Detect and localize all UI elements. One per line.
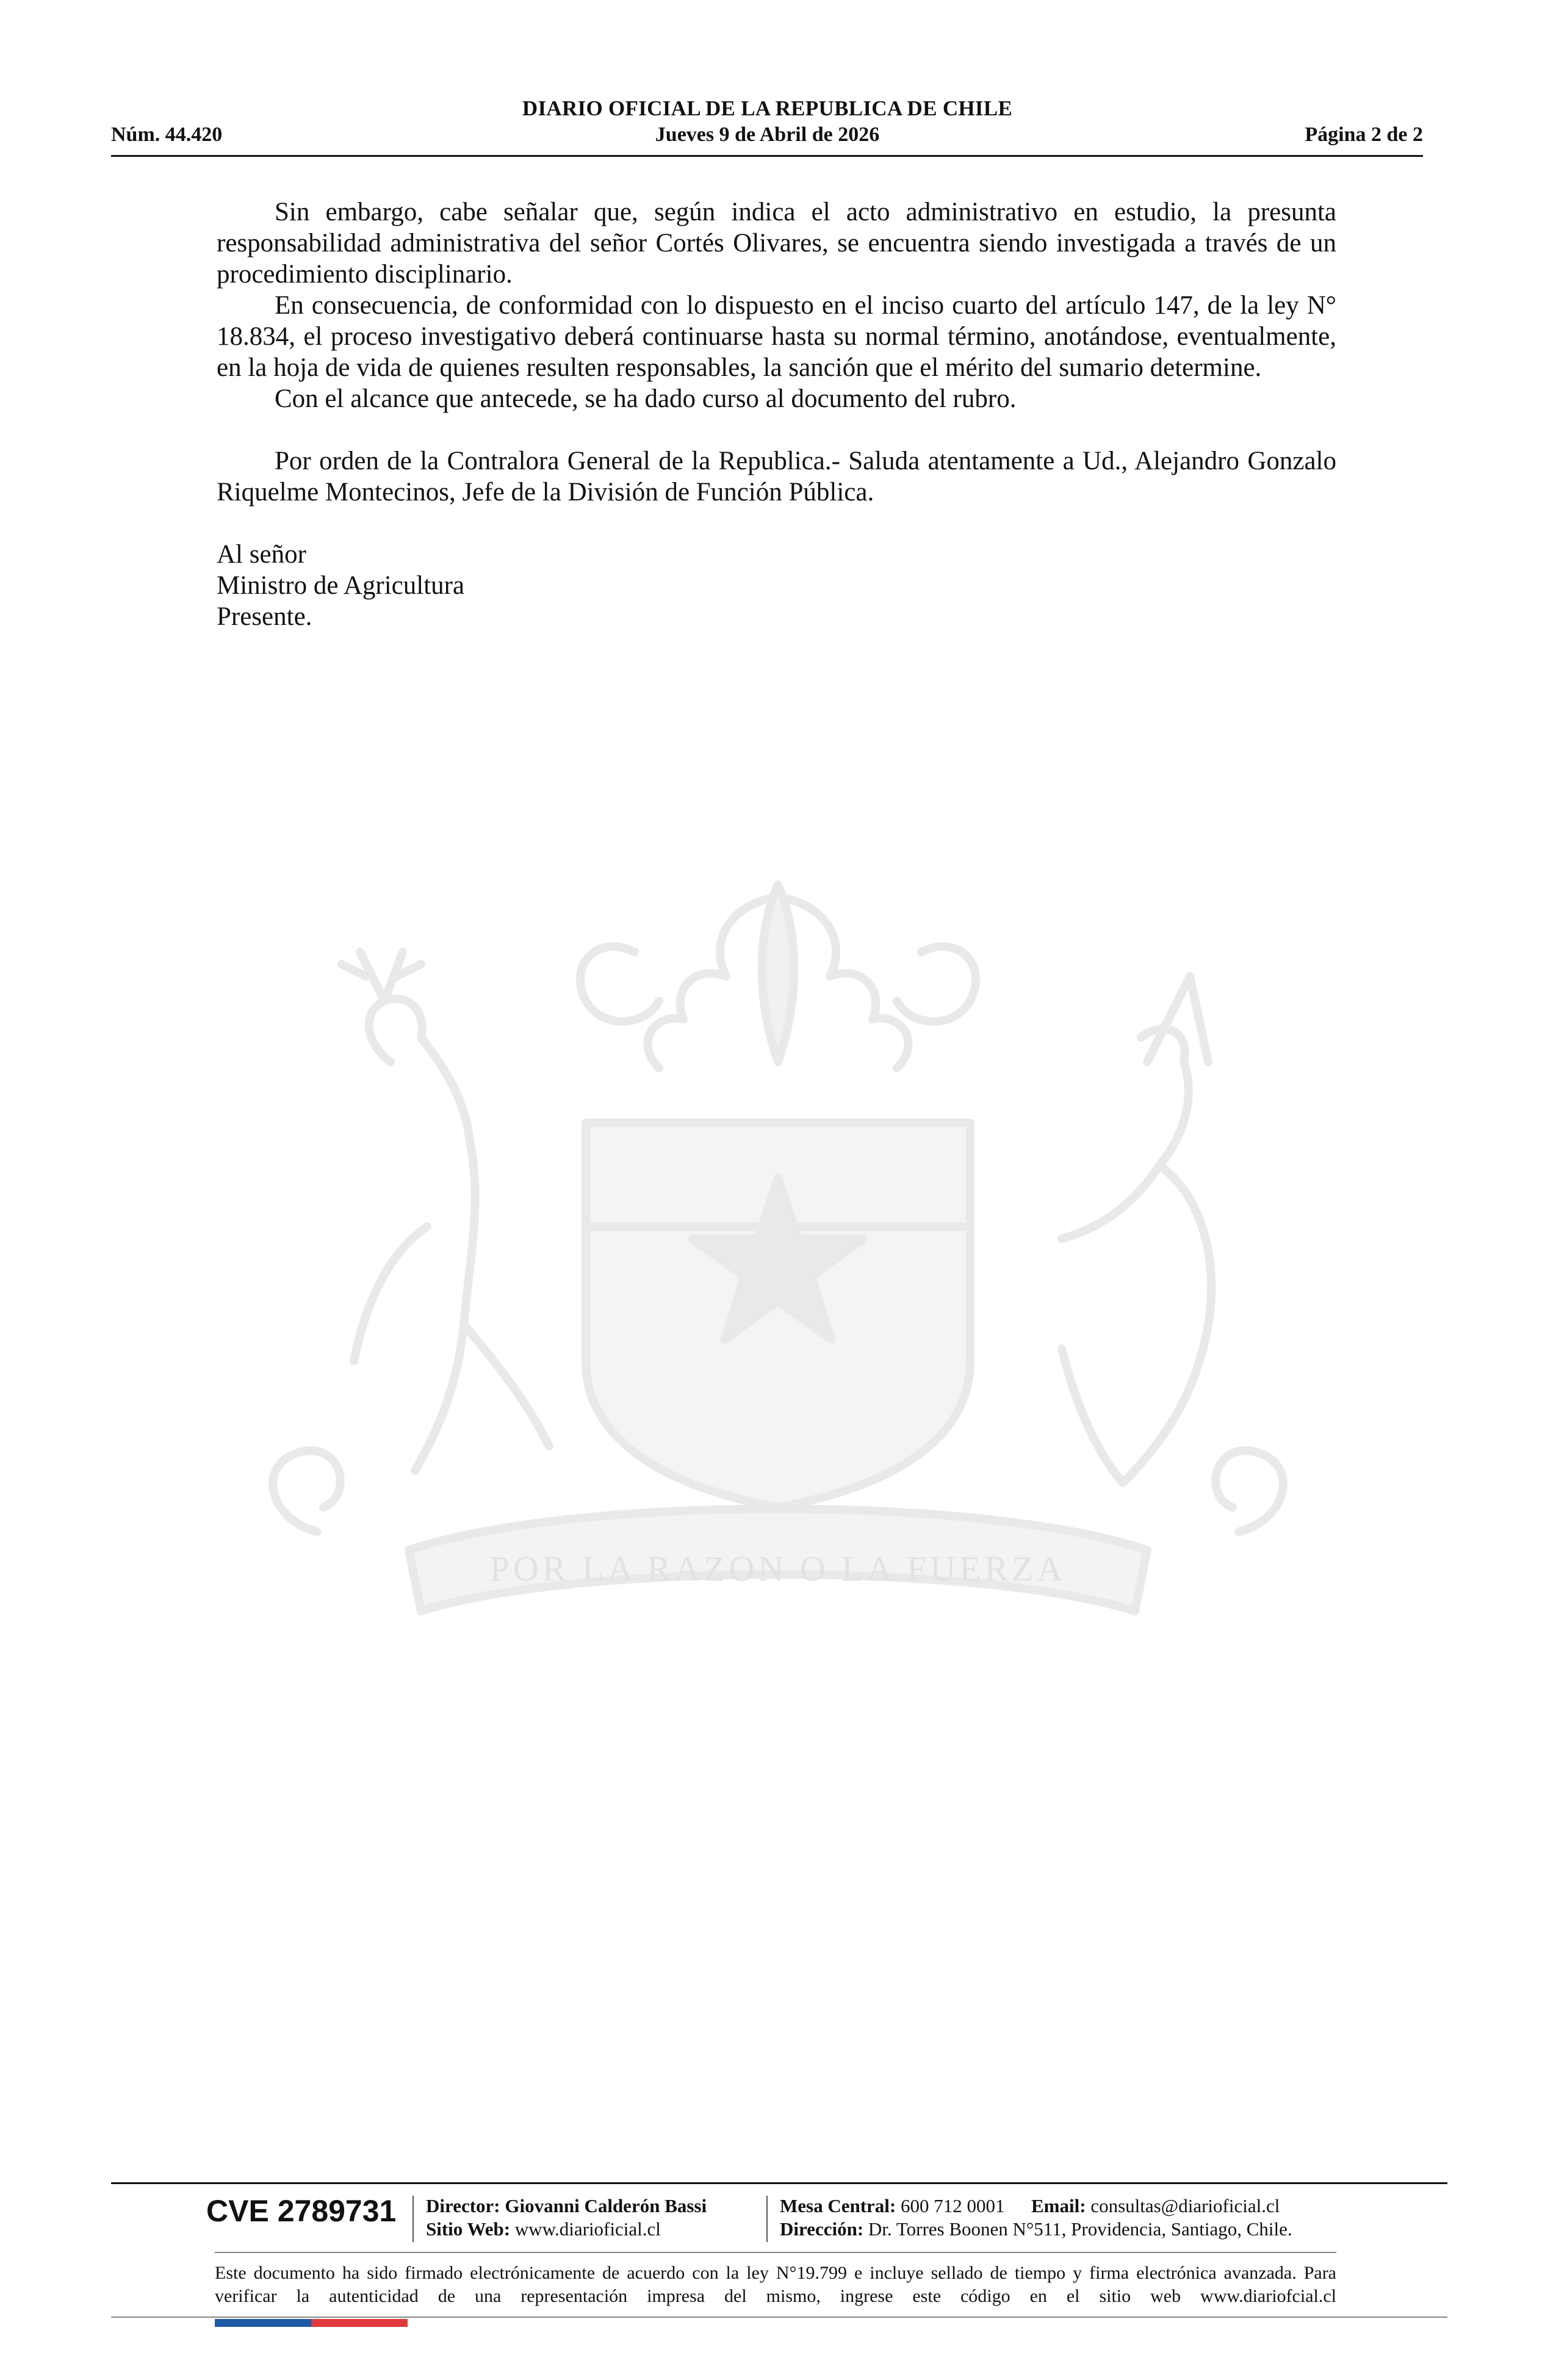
footer-divider-bottom xyxy=(111,2317,1447,2318)
cve-code: CVE 2789731 xyxy=(206,2194,397,2228)
publication-title: DIARIO OFICIAL DE LA REPUBLICA DE CHILE xyxy=(522,96,1013,120)
addressee-line-1: Al señor xyxy=(217,540,306,569)
paragraph-1: Sin embargo, cabe señalar que, según indica el acto administrativo en estudio, la presunta responsabilidad administrativa del señor Cortés Olivares, se encuentra siendo investigada a través de un procedimiento disciplinario. xyxy=(217,198,1336,289)
page-indicator: Página 2 de 2 xyxy=(1305,123,1423,146)
watermark-motto: POR LA RAZON O LA FUERZA xyxy=(489,1549,1067,1588)
footer-divider-top xyxy=(111,2182,1447,2184)
address-text: Dr. Torres Boonen N°511, Providencia, Santiago, Chile. xyxy=(868,2218,1292,2240)
website-link[interactable]: www.diarioficial.cl xyxy=(514,2218,661,2240)
footer-contact-block xyxy=(780,2194,1292,2241)
director-name: Giovanni Calderón Bassi xyxy=(505,2195,707,2216)
document-body xyxy=(217,197,1336,632)
addressee-line-2: Ministro de Agricultura xyxy=(217,571,465,600)
issue-number: Núm. 44.420 xyxy=(111,123,223,146)
address-label: Dirección: xyxy=(780,2218,864,2240)
phone-number: 600 712 0001 xyxy=(901,2195,1005,2216)
footer-divider-mid xyxy=(215,2252,1336,2253)
signature-notice: Este documento ha sido firmado electrónicamente de acuerdo con la ley N°19.799 e incluye sellado de tiempo y firma electrónica avanzada. Para verificar la autenticidad de una representación impresa del mismo, ingrese este código en el sitio web www.diariofcial.cl xyxy=(215,2263,1336,2306)
footer-separator xyxy=(412,2196,414,2242)
chile-coat-of-arms-icon xyxy=(207,860,1349,1672)
email-label: Email: xyxy=(1031,2195,1086,2216)
email-link[interactable]: consultas@diarioficial.cl xyxy=(1090,2195,1280,2216)
phone-label: Mesa Central: xyxy=(780,2195,896,2216)
website-label: Sitio Web: xyxy=(426,2218,511,2240)
footer-separator xyxy=(766,2196,768,2242)
header-divider xyxy=(111,155,1423,157)
flag-stripe-blue xyxy=(215,2319,311,2327)
paragraph-2: En consecuencia, de conformidad con lo dispuesto en el inciso cuarto del artículo 147, de la ley N° 18.834, el proceso investigativo deberá continuarse hasta su normal término, anotándose, eventualmente, en la hoja de vida de quienes resulten responsables, la sanción que el mérito del sumario determine. xyxy=(217,291,1336,382)
director-label: Director: xyxy=(426,2195,500,2216)
paragraph-3: Con el alcance que antecede, se ha dado curso al documento del rubro. xyxy=(275,384,1017,413)
addressee-line-3: Presente. xyxy=(217,602,312,631)
footer-director-block xyxy=(426,2194,707,2241)
paragraph-4: Por orden de la Contralora General de la Republica.- Saluda atentamente a Ud., Alejandro Gonzalo Riquelme Montecinos, Jefe de la División de Función Pública. xyxy=(217,447,1336,507)
flag-stripe-red xyxy=(311,2319,408,2327)
issue-date: Jueves 9 de Abril de 2026 xyxy=(655,123,880,146)
